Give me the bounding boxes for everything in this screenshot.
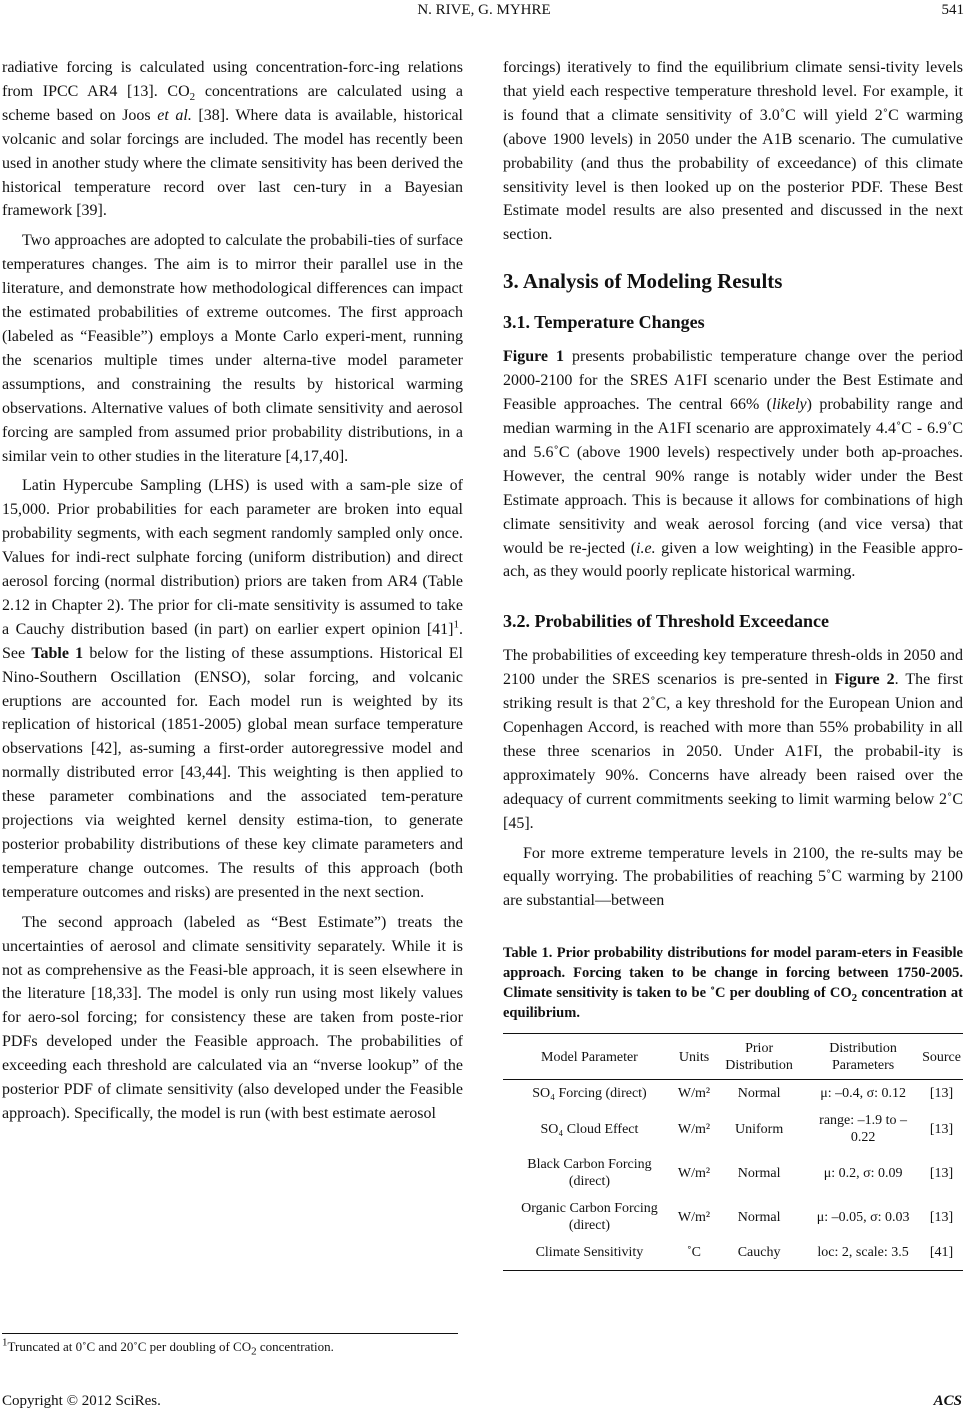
section-heading: 3. Analysis of Modeling Results xyxy=(503,269,783,294)
right-column xyxy=(503,56,963,1271)
table-row: Climate Sensitivity ˚C Cauchy loc: 2, scale: 3.5 [41] xyxy=(503,1239,963,1271)
page-number: 541 xyxy=(941,2,964,18)
running-head xyxy=(0,2,968,22)
footnote: $^1$Truncated at 0˚C and 20˚C per doubling of $CO_2$ concentration. xyxy=(2,1336,334,1358)
paragraph-temperature-changes: Figure 1 presents probabilistic temperature change over the period 2000-2100 for the SRES A1FI scenario under the Best Estimate and Feasible approaches. The central 66% (likely) probability range and median warming in the A1FI scenario are approximately 4.4˚C - 6.9˚C and 5.6˚C (above 1900 levels) respectively under both ap-proaches. However, the central 90% range is notably wider under the Best Estimate approach. This is because it allows for combinations of high climate sensitivity and weak aerosol forcing (and vice versa) that would be re-jected (i.e. given a low weighting) in the Feasible appro-ach, as they would poorly replicate historical warming. xyxy=(503,348,964,581)
table-row: Organic Carbon Forcing (direct) W/m² Normal μ: –0.05, σ: 0.03 [13] xyxy=(521,1201,954,1234)
footnote-reference[interactable]: 1 xyxy=(453,618,459,631)
table-row: SO₄ Cloud Effect W/m² Uniform range: –1.9 to –0.22 [13] xyxy=(540,1113,954,1146)
table-row: SO₄ Forcing (direct) W/m² Normal μ: –0.4, σ: 0.12 [13] xyxy=(532,1086,954,1102)
paragraph-two-approaches: Two approaches are adopted to calculate the probabili-ties of surface temperatures changes. The aim is to mirror their parallel use in the literature, and demonstrate how methodological differences can impact the estimated probabilities of extreme outcomes. The first approach (labeled as “Feasible”) employs a Monte Carlo experi-ment, running the scenarios multiple times under alterna-tive model parameter assumptions, and constraining the results by historical warming observations. Alternative values of both climate sensitivity and aerosol forcing are sampled from assumed prior probability distributions, in a similar vein to other studies in the literature [4,17,40]. xyxy=(2,232,463,465)
copyright-notice: Copyright © 2012 SciRes. xyxy=(2,1393,161,1409)
table-row: Black Carbon Forcing (direct) W/m² Normal μ: 0.2, σ: 0.09 [13] xyxy=(527,1157,954,1190)
column-header-units: Units xyxy=(676,1034,712,1080)
figure-1-reference-link[interactable]: Figure 1 xyxy=(503,348,565,366)
column-header-distribution-parameters: Distribution Parameters xyxy=(806,1034,920,1080)
paragraph-lhs-sampling: Latin Hypercube Sampling (LHS) is used with a sam-ple size of 15,000. Prior probabilities for each parameter are broken into equal probability segments, with each segment randomly sampled only once. Values for indi-rect sulphate forcing (uniform distribution) and direct aerosol forcing (normal distribution) priors are taken from AR4 (Table 2.12 in Chapter 2). The prior for cli-mate sensitivity is assumed to take a Cauchy distribution based (in part) on earlier expert opinion $[41]^1$. See Table 1 below for the listing of these assumptions. Historical El Nino-Southern Oscillation (ENSO), solar forcing, and volcanic eruptions are accounted for. Each model run is weighted by its replication of historical (1851-2005) global mean surface temperature observations [42], as-suming a first-order autoregressive model and normally distributed error [43,44]. This weighting is then applied to these parameter combinations and the associated tem-perature projections via weighted kernel density estima-tion, to generate posterior probability distributions of these key climate parameters and temperature change outcomes. The results of this approach (both temperature outcomes and risks) are presented in the next section. xyxy=(2,477,463,901)
running-head-authors: N. RIVE, G. MYHRE xyxy=(417,2,551,18)
journal-abbreviation: ACS xyxy=(933,1393,962,1409)
table-header-row xyxy=(503,1034,963,1080)
footnote-divider xyxy=(2,1333,458,1334)
paragraph-best-estimate: The second approach (labeled as “Best Estimate”) treats the uncertainties of aerosol and climate sensitivity separately. While it is not as comprehensive as the Feasi-ble approach, it is seen elsewhere in the literature [18,33]. The model is only run using most likely values for aero-sol forcing; for consistency these are taken from poste-rior PDFs developed under the Feasible approach. The probabilities of exceeding each threshold are calculated via an “nverse lookup” of the posterior PDF of climate sensitivity (also developed under the Feasible approach). Specifically, the model is run (with best estimate aerosol xyxy=(2,913,463,1122)
left-column xyxy=(2,56,463,1126)
column-header-source: Source xyxy=(920,1034,963,1080)
paragraph-iterative-lookup: forcings) iteratively to find the equilibrium climate sensi-tivity levels that yield each respective temperature threshold level. For example, it is found that a climate sensitivity of 3.0˚C will yield 2˚C warming (above 1900 levels) in 2050 under the A1B scenario. The cumulative probability (and thus the probability of exceedance) of this climate sensitivity level is then looked up on the posterior PDF. These Best Estimate model results are also presented and discussed in the next section. xyxy=(503,59,963,244)
subsection-heading-threshold-exceedance: 3.2. Probabilities of Threshold Exceedance xyxy=(503,611,830,632)
paragraph-model-description: radiative forcing is calculated using concentration-forc-ing relations from IPCC AR4 [13]. $CO_2$ concentrations are calculated using a scheme based on Joos et al. [38]. Where data is available, historical volcanic and solar forcings are included. The model has recently been used in another study where the climate sensitivity has been derived the historical temperature record over last cen-tury in a Bayesian framework [39]. xyxy=(2,59,463,220)
subsection-heading-temperature-changes: 3.1. Temperature Changes xyxy=(503,312,705,333)
paragraph-threshold-exceedance: The probabilities of exceeding key temperature thresh-olds in 2050 and 2100 under the SRES scenarios is pre-sented in Figure 2. The first striking result is that 2˚C, a key threshold for the European Union and Copenhagen Accord, is reached with more than 55% probability in all these three scenarios in 2050. Under A1FI, the probabil-ity is approximately 90%. Concerns have already been raised over the adequacy of current commitments seeking to limit warming below 2˚C [45]. xyxy=(503,647,964,832)
figure-2-reference-link[interactable]: Figure 2 xyxy=(834,671,895,689)
column-header-prior-distribution: Prior Distribution xyxy=(712,1034,806,1080)
prior-distributions-table xyxy=(503,1033,963,1271)
column-header-model-parameter: Model Parameter xyxy=(503,1034,676,1080)
table-reference-link[interactable]: Table 1 xyxy=(31,644,84,662)
paragraph-extreme-levels: For more extreme temperature levels in 2100, the re-sults may be equally worrying. The probabilities of reaching 5˚C warming by 2100 are substantial—between xyxy=(503,844,963,910)
table-caption: Table 1. Prior probability distributions for model param-eters in Feasible approach. Forcing taken to be change in forcing between 1750-2005. Climate sensitivity is taken to be ˚C per doubling of $CO_2$ concentration at equilibrium. xyxy=(503,945,963,1022)
